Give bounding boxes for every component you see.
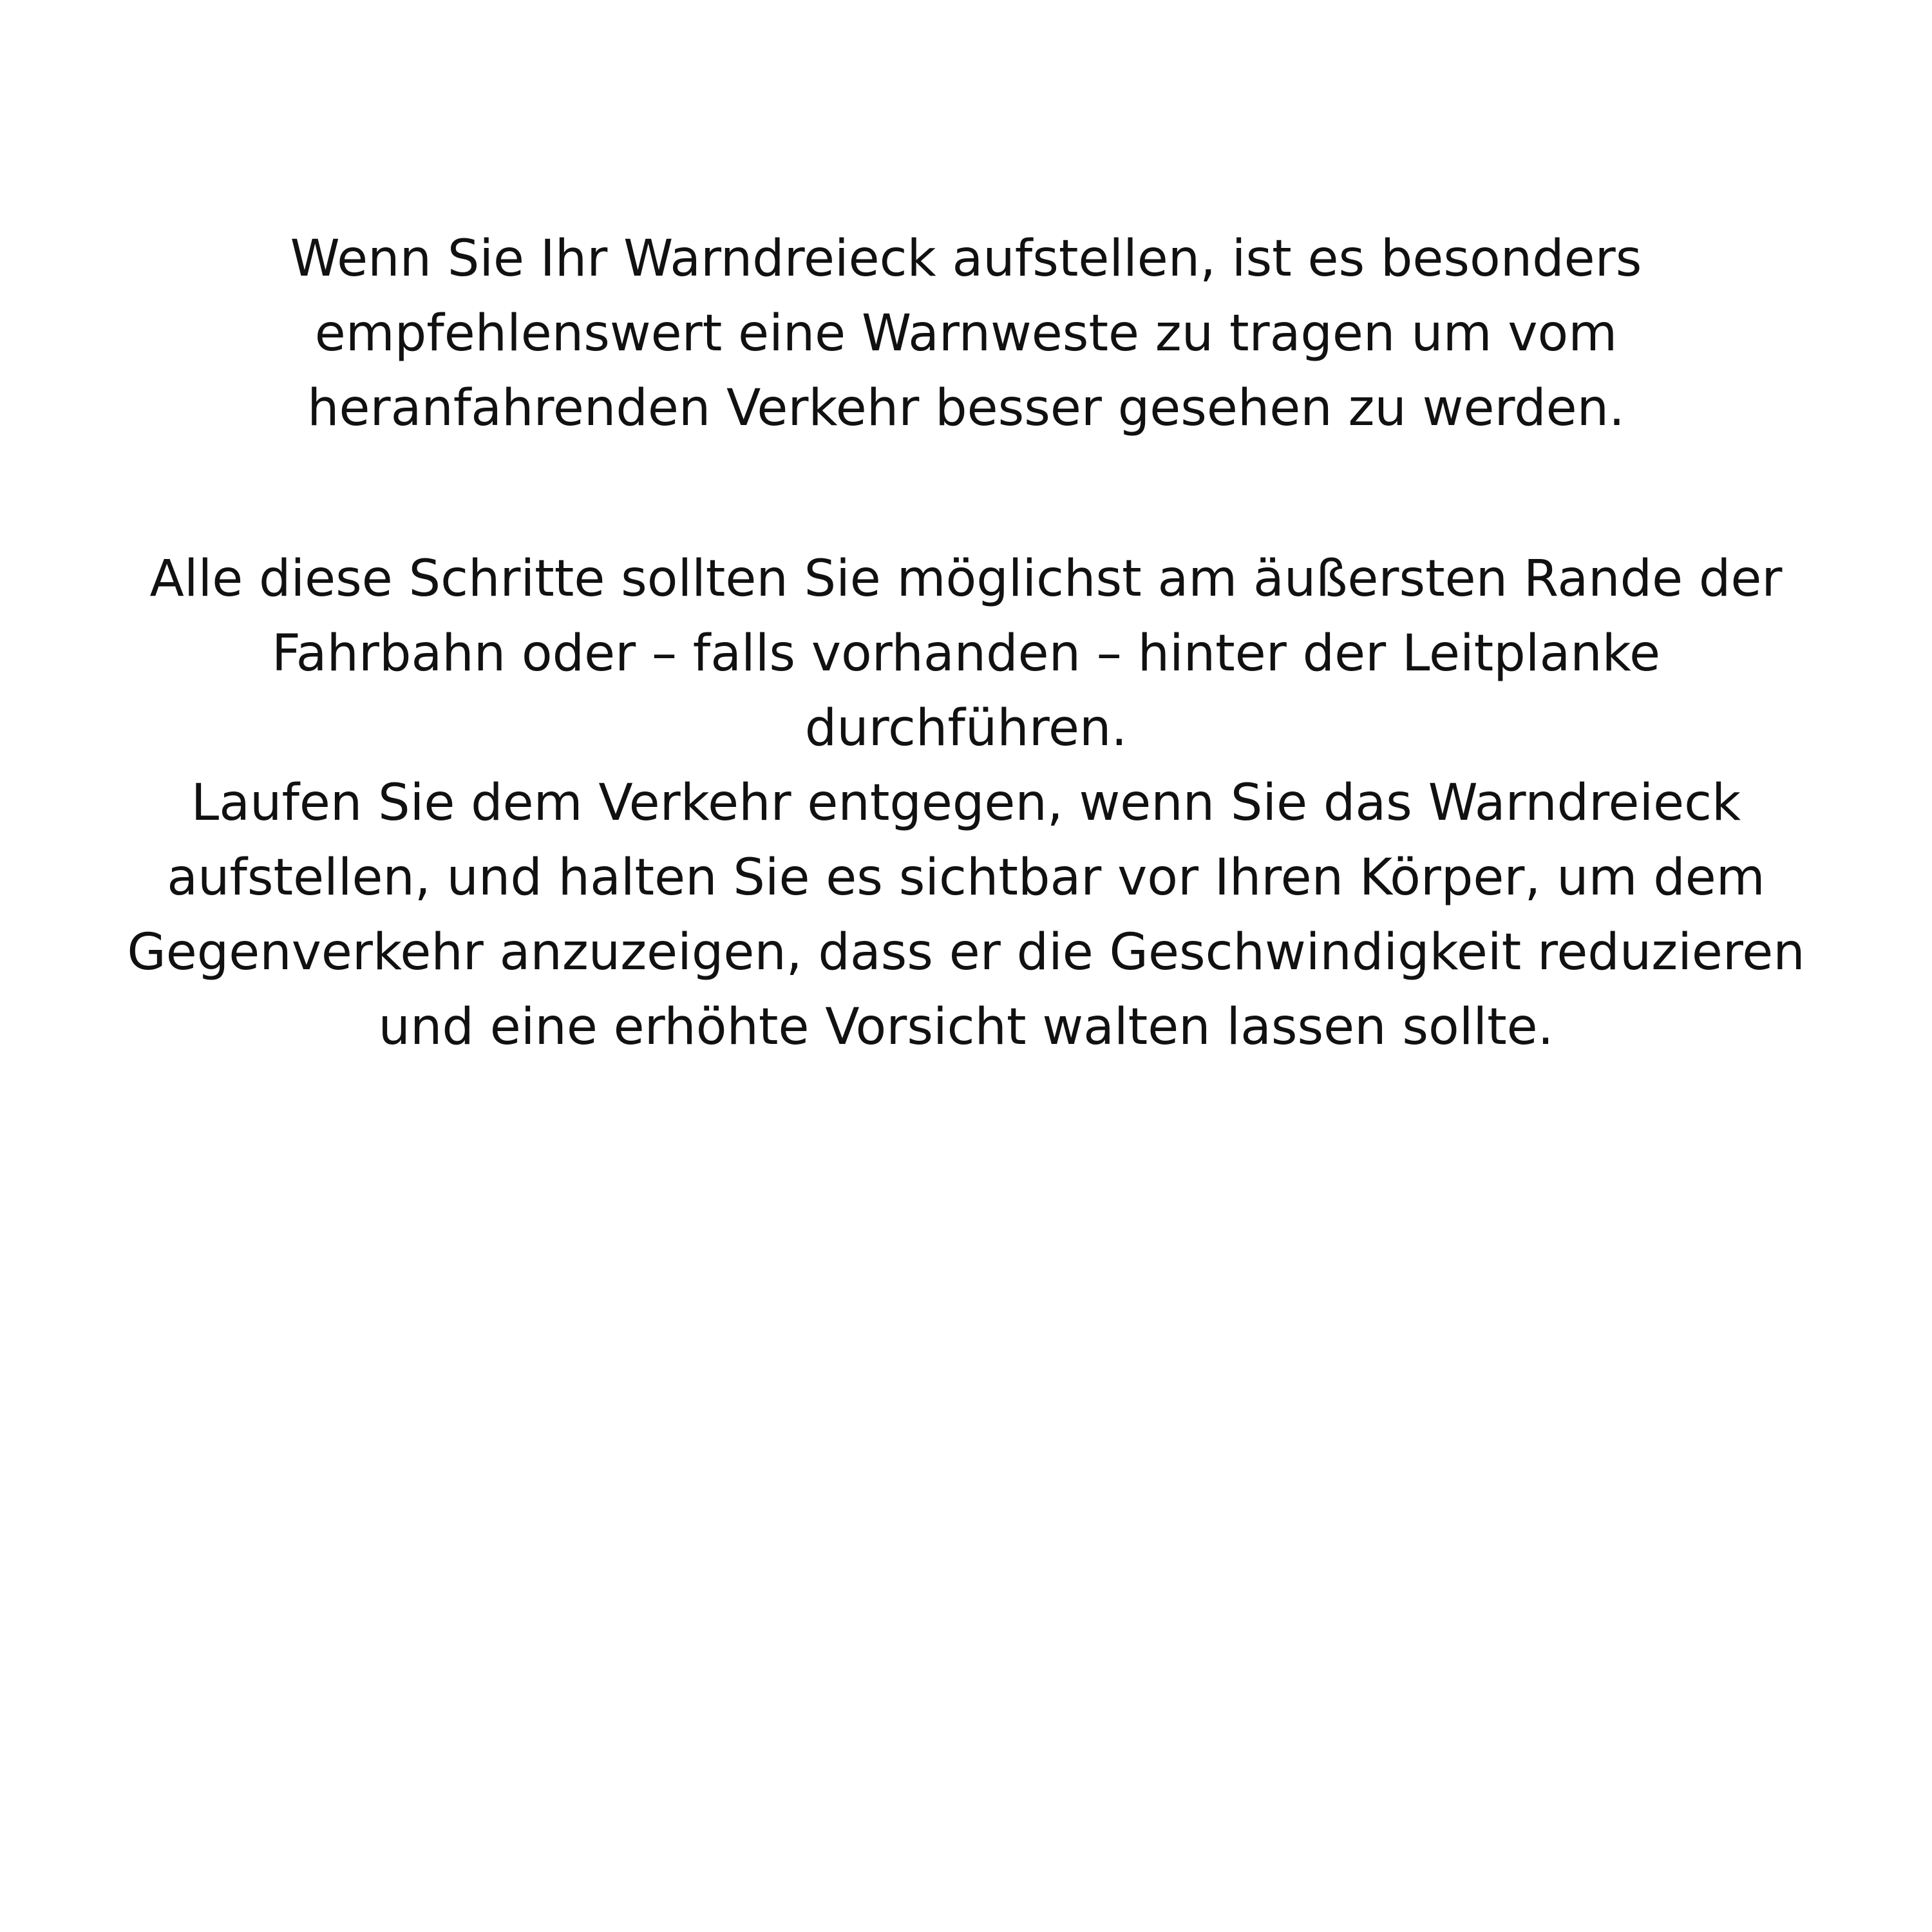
text-line: Laufen Sie dem Verkehr entgegen, wenn Sie das Warndreieck [191,774,1741,832]
text-line: durchführen. [804,699,1128,757]
paragraph-safety-steps [0,542,1932,1065]
text-line: Wenn Sie Ihr Warndreieck aufstellen, ist es besonders [290,230,1642,288]
paragraph-warning-vest [0,222,1932,446]
text-line: heranfahrenden Verkehr besser gesehen zu werden. [307,379,1625,437]
text-line: aufstellen, und halten Sie es sichtbar vor Ihren Körper, um dem [167,849,1765,907]
text-line: empfehlenswert eine Warnweste zu tragen um vom [314,305,1618,363]
text-line: Fahrbahn oder – falls vorhanden – hinter der Leitplanke [271,625,1661,683]
text-line: Alle diese Schritte sollten Sie möglichst am äußersten Rande der [149,550,1783,608]
text-line: Gegenverkehr anzuzeigen, dass er die Geschwindigkeit reduzieren [127,923,1805,981]
text-line: und eine erhöhte Vorsicht walten lassen sollte. [378,998,1554,1056]
